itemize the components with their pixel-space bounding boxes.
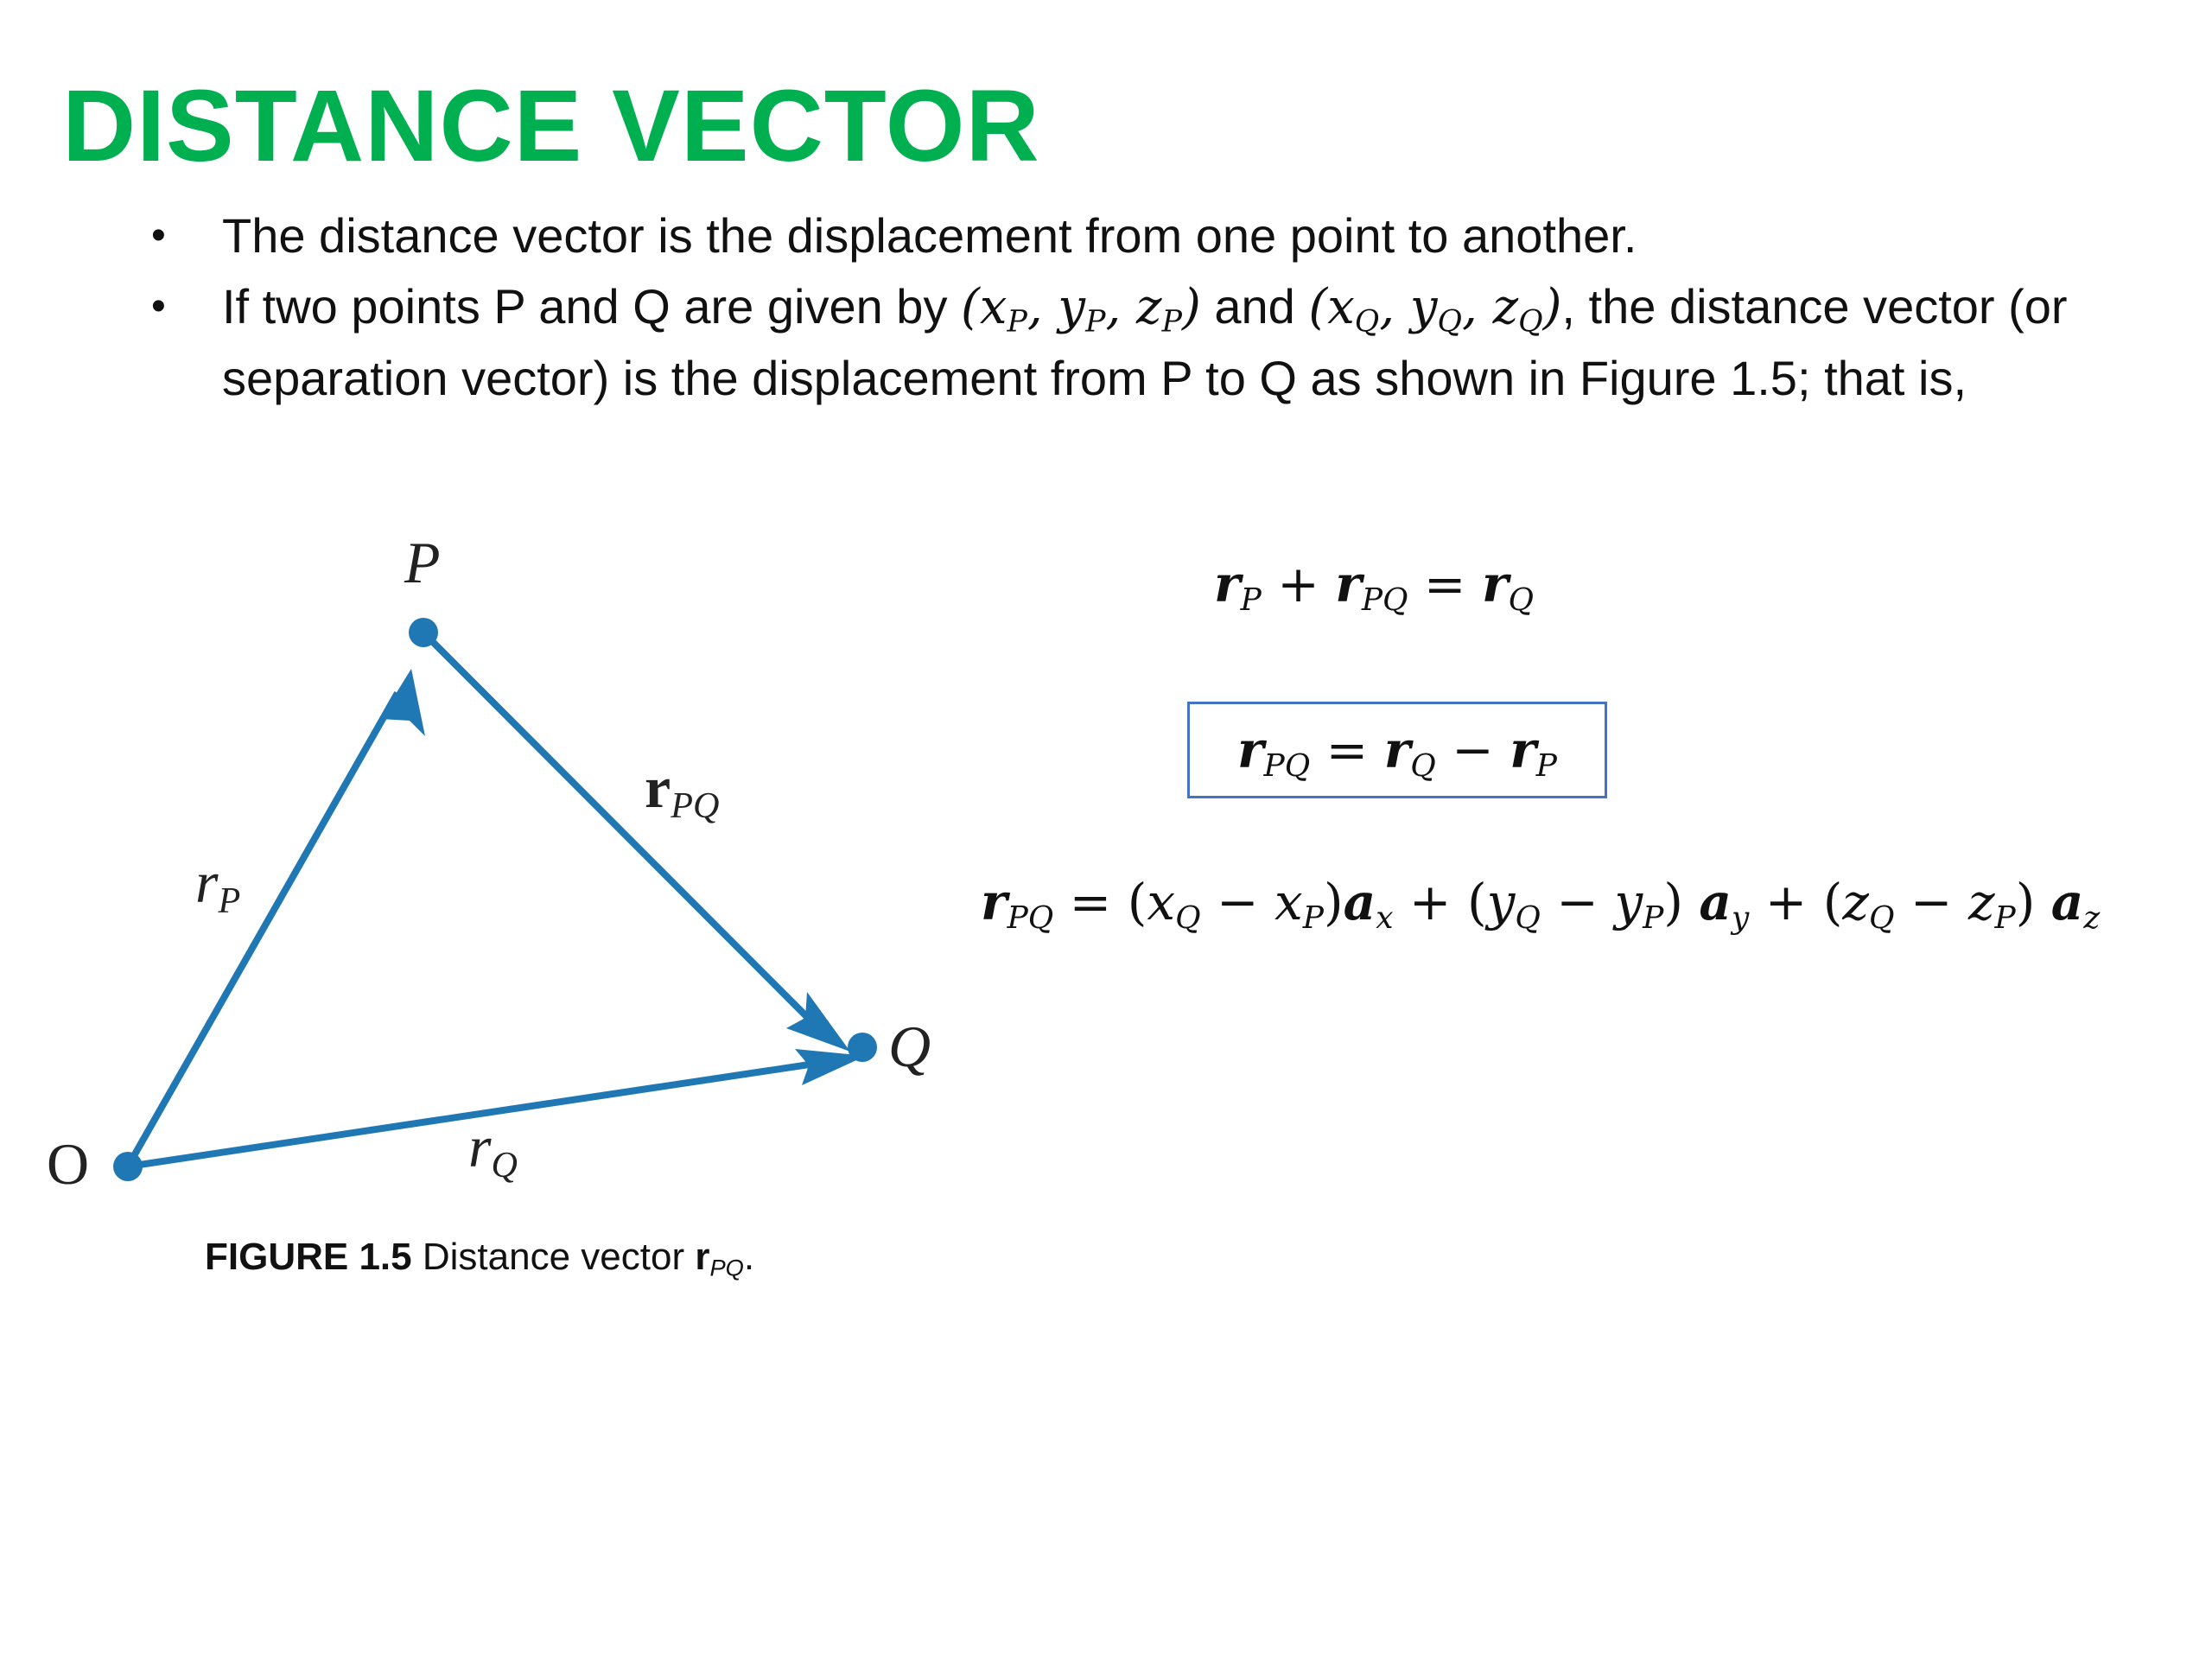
- bullet-dot: •: [151, 213, 166, 258]
- label-point-q: Q: [888, 1014, 931, 1079]
- bullet-text-1: The distance vector is the displacement from one point to another.: [222, 208, 1637, 263]
- equation-distance-vector-components: $r_{PQ} = (x_Q - x_P)a_x + (y_Q - y_P) a_y + (z_Q - z_P)$ $a_z$: [981, 873, 2101, 937]
- bullet-item-1: [151, 200, 2164, 271]
- slide-title: DISTANCE VECTOR: [62, 69, 1040, 183]
- caption-symbol: $r_{PQ}$.: [695, 1236, 755, 1281]
- point-p: [409, 618, 438, 647]
- caption-text: Distance vector: [422, 1236, 685, 1278]
- coord-q: ($x_Q$, $y_Q$, $z_Q$): [1308, 279, 1562, 340]
- equation-distance-vector-boxed: $r_{PQ} = r_Q - r_P$: [1187, 702, 1607, 798]
- bullet-text-2-post: , the distance vector (or separation vector) is the displacement from P to Q as shown in Figure 1.5; that is,: [222, 279, 2068, 405]
- figure-caption: [205, 1236, 754, 1279]
- bullet-text-2-pre: If two points P and Q are given by: [222, 279, 948, 334]
- label-vector-rpq: $r_{PQ}$: [645, 754, 720, 826]
- bullet-list: [151, 200, 2164, 414]
- vector-rp-arrow: [128, 693, 397, 1166]
- label-vector-rp: $r_P$: [195, 849, 241, 921]
- vector-rpq-arrowhead: [786, 992, 850, 1052]
- bullet-item-2: [151, 271, 2164, 414]
- label-point-p: P: [404, 530, 441, 595]
- coord-p: ($x_P$, $y_P$, $z_P$): [961, 279, 1201, 340]
- vector-rpq-arrow: [422, 631, 817, 1027]
- vector-rp-arrowhead: [380, 669, 425, 736]
- distance-vector-figure: [35, 530, 968, 1227]
- bullet-dot: •: [151, 283, 166, 329]
- point-q: [848, 1033, 877, 1062]
- bullet-text-2-and: and: [1214, 279, 1295, 334]
- point-o: [113, 1152, 143, 1181]
- label-origin-o: O: [47, 1131, 90, 1197]
- label-vector-rq: $r_Q$: [468, 1114, 518, 1185]
- caption-figure-number: FIGURE 1.5: [205, 1236, 412, 1278]
- equation-vector-sum: $r_P + r_{PQ} = r_Q$: [1214, 555, 1535, 619]
